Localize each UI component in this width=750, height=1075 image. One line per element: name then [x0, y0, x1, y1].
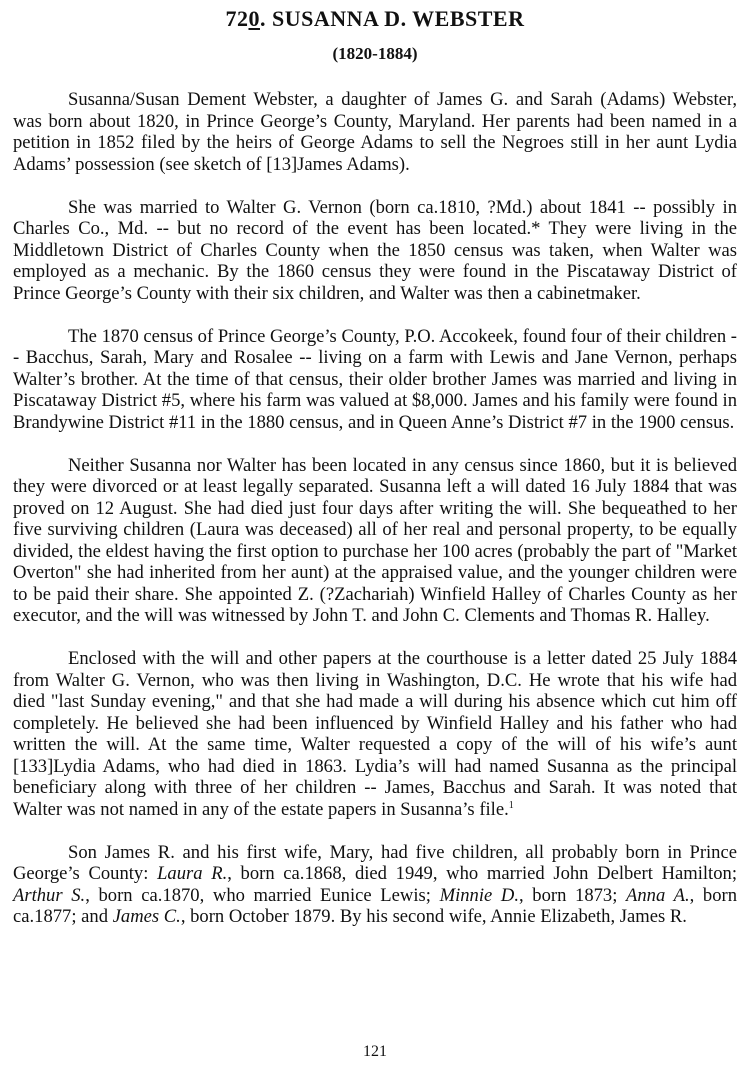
- text-run: , born October 1879. By his second wife, Annie Elizabeth, James R.: [180, 906, 687, 927]
- text-run: Son James R. and his first wife, Mary, had five children, all probably born in Prince George’s County:: [13, 841, 737, 884]
- paragraph-parentage: Susanna/Susan Dement Webster, a daughter of James G. and Sarah (Adams) Webster, was born about 1820, in Prince George’s County, Maryland. Her parents had been named in a petition in 1852 filed by the heirs of George Adams to sell the Negroes still in her aunt Lydia Adams’ possession (see sketch of [13]James Adams).: [13, 89, 737, 175]
- sketch-number-period: .: [259, 6, 266, 31]
- text-run: , born 1873;: [518, 884, 627, 906]
- text-run: , born ca.1877; and: [13, 884, 737, 927]
- paragraph-1870-census: The 1870 census of Prince George’s County, P.O. Accokeek, found four of their children -- Bacchus, Sarah, Mary and Rosalee -- living on a farm with Lewis and Jane Vernon, perhaps Walter’s brother. At the time of that census, their older brother James was married and living in Piscataway District #5, where his farm was valued at $8,000. James and his family were found in Brandywine District #11 in the 1880 census, and in Queen Anne’s District #7 in the 1900 census.: [13, 325, 737, 433]
- sketch-number: 72: [225, 6, 249, 31]
- document-body: [13, 89, 737, 949]
- text-run: , born ca.1870, who married Eunice Lewis;: [85, 884, 440, 906]
- letter-text: Enclosed with the will and other papers at the courthouse is a letter dated 25 July 1884 from Walter G. Vernon, who was then living in Washington, D.C. He wrote that his wife had died "last Sunday evening," and that she had made a will during his absence which cut him off completely. He believed she had been influenced by Winfield Halley and his father who had written the will. At the same time, Walter requested a copy of the will of his wife’s aunt [133]Lydia Adams, who had died in 1863. Lydia’s will had named Susanna as the principal beneficiary along with three of her children -- James, Bacchus and Sarah. It was noted that Walter was not named in any of the estate papers in Susanna’s file.: [13, 648, 737, 820]
- child-name: Minnie D.: [439, 884, 519, 906]
- paragraph-will: Neither Susanna nor Walter has been located in any census since 1860, but it is believed they were divorced or at least legally separated. Susanna left a will dated 16 July 1884 that was proved on 12 August. She had died just four days after writing the will. She bequeathed to her five surviving children (Laura was deceased) all of her real and personal property, to be equally divided, the eldest having the first option to purchase her 100 acres (probably the part of "Market Overton" she had inherited from her aunt) at the appraised value, and the younger children were to be paid their share. She appointed Z. (?Zachariah) Winfield Halley of Charles County as her executor, and the will was witnessed by John T. and John C. Clements and Thomas R. Halley.: [13, 454, 737, 626]
- paragraph-son-james: [13, 842, 737, 928]
- subject-name: SUSANNA D. WEBSTER: [265, 6, 525, 31]
- text-run: , born ca.1868, died 1949, who married John Delbert Hamilton;: [227, 863, 737, 884]
- page-number: 121: [363, 1043, 387, 1060]
- page-title: [0, 6, 750, 32]
- child-name: Arthur S.: [13, 884, 86, 906]
- sketch-number-underlined-digit: 0: [248, 6, 260, 31]
- paragraph-letter: [13, 648, 737, 820]
- life-dates: (1820-1884): [332, 44, 418, 63]
- child-name: Anna A.: [626, 884, 690, 906]
- footnote-marker: 1: [508, 799, 514, 811]
- child-name: James C.: [112, 906, 181, 927]
- child-name: Laura R.: [157, 863, 228, 884]
- paragraph-marriage: She was married to Walter G. Vernon (born ca.1810, ?Md.) about 1841 -- possibly in Charles Co., Md. -- but no record of the event has been located.* They were living in the Middletown District of Charles County when the 1850 census was taken, when Walter was employed as a mechanic. By the 1860 census they were found in the Piscataway District of Prince George’s County with their six children, and Walter was then a cabinetmaker.: [13, 196, 737, 304]
